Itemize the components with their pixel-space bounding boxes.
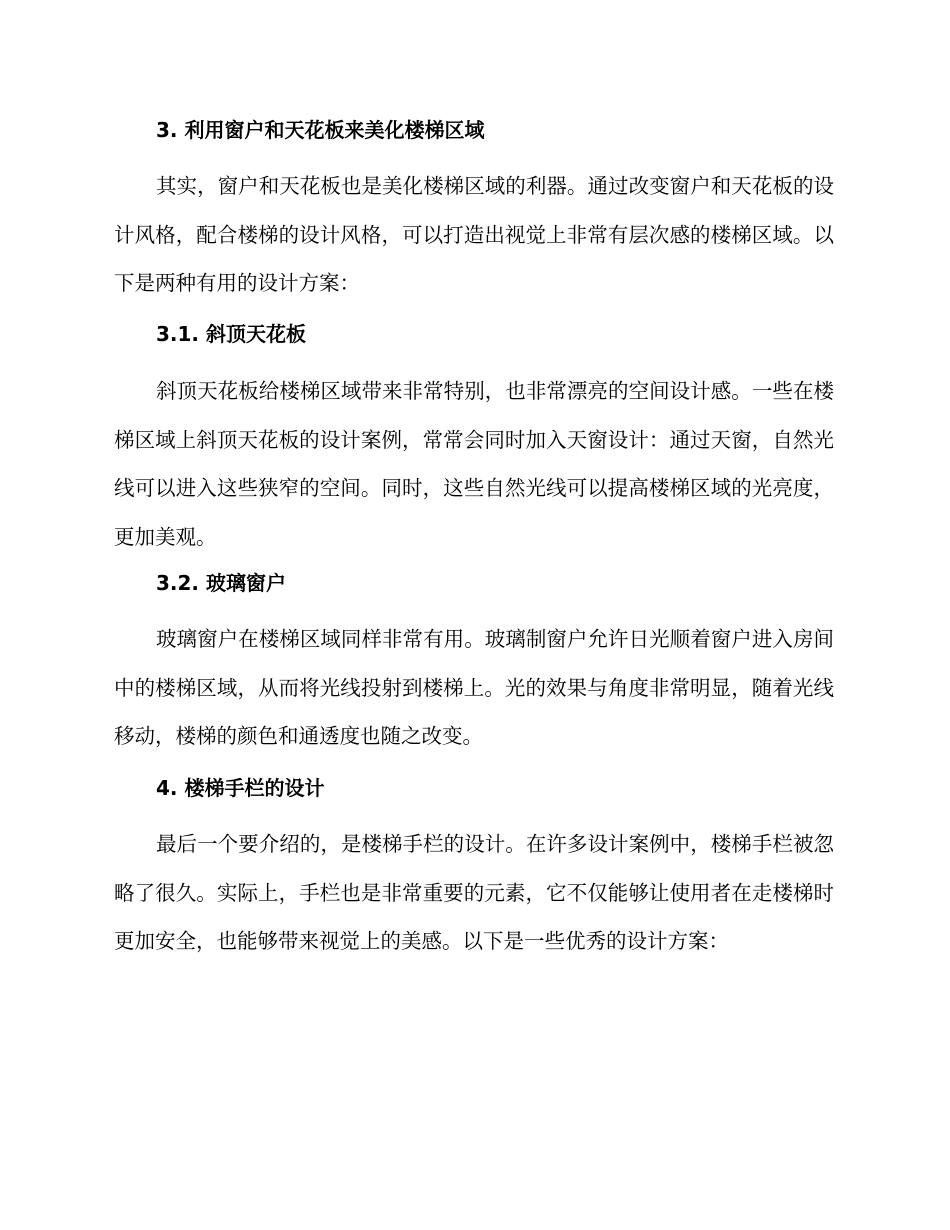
section-heading-3-2: 3.2. 玻璃窗户	[156, 571, 286, 595]
section-paragraph-3: 其实，窗户和天花板也是美化楼梯区域的利器。通过改变窗户和天花板的设计风格，配合楼梯的设计风格，可以打造出视觉上非常有层次感的楼梯区域。以下是两种有用的设计方案：	[114, 174, 834, 295]
section-heading-4: 4. 楼梯手栏的设计	[156, 776, 325, 800]
section-paragraph-4: 最后一个要介绍的，是楼梯手栏的设计。在许多设计案例中，楼梯手栏被忽略了很久。实际上，手栏也是非常重要的元素，它不仅能够让使用者在走楼梯时更加安全，也能够带来视觉上的美感。以下是一些优秀的设计方案：	[114, 832, 834, 953]
section-paragraph-3-2: 玻璃窗户在楼梯区域同样非常有用。玻璃制窗户允许日光顺着窗户进入房间中的楼梯区域，从而将光线投射到楼梯上。光的效果与角度非常明显，随着光线移动，楼梯的颜色和通透度也随之改变。	[114, 627, 834, 748]
section-heading-3: 3. 利用窗户和天花板来美化楼梯区域	[156, 118, 485, 142]
section-heading-3-1: 3.1. 斜顶天花板	[156, 322, 306, 346]
section-paragraph-3-1: 斜顶天花板给楼梯区域带来非常特别，也非常漂亮的空间设计感。一些在楼梯区域上斜顶天花板的设计案例，常常会同时加入天窗设计：通过天窗，自然光线可以进入这些狭窄的空间。同时，这些自然光线可以提高楼梯区域的光亮度，更加美观。	[114, 379, 834, 549]
